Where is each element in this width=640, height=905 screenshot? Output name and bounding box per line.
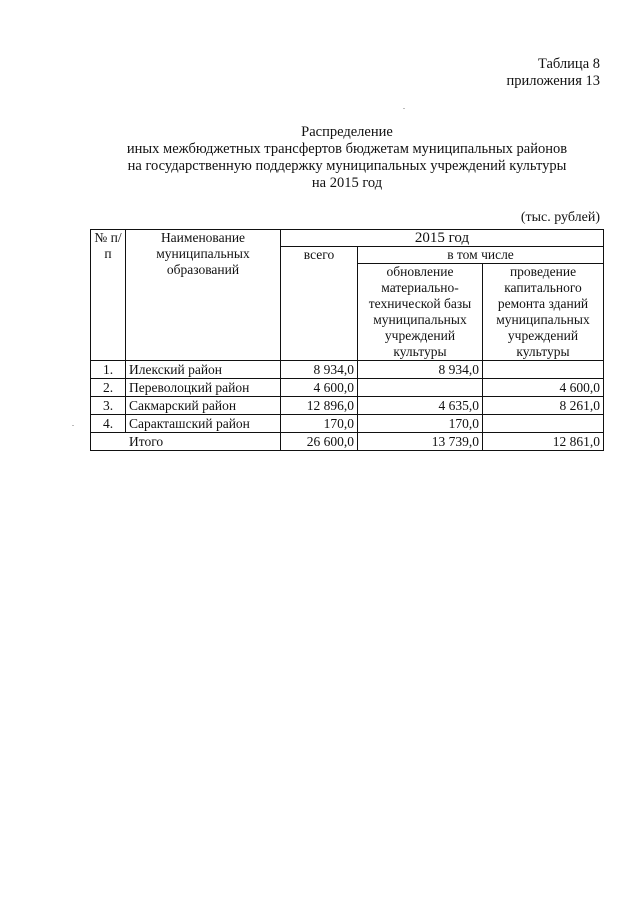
row-number: 2. [91, 379, 126, 397]
header-repair: проведение капитального ремонта зданий муниципальных учреждений культуры [483, 264, 604, 361]
title-line-2: иных межбюджетных трансфертов бюджетам муниципальных районов [126, 141, 568, 157]
amount-update: 8 934,0 [358, 361, 483, 379]
table-row [91, 361, 604, 379]
amount-update: 4 635,0 [358, 397, 483, 415]
amount-total: 8 934,0 [281, 361, 358, 379]
title-line-3: на государственную поддержку муниципальных учреждений культуры [127, 158, 567, 174]
header-num: № п/п [91, 230, 126, 361]
scan-speck [403, 108, 405, 109]
row-number: 3. [91, 397, 126, 415]
amount-repair [483, 361, 604, 379]
amount-total: 12 896,0 [281, 397, 358, 415]
appendix-number-label: приложения 13 [506, 73, 600, 89]
row-number: 4. [91, 415, 126, 433]
total-repair: 12 861,0 [483, 433, 604, 451]
header-including: в том числе [358, 247, 604, 264]
header-name: Наименование муниципальных образований [126, 230, 281, 361]
amount-total: 170,0 [281, 415, 358, 433]
header-row-1 [91, 230, 604, 247]
total-row [91, 433, 604, 451]
row-number: 1. [91, 361, 126, 379]
amount-update [358, 379, 483, 397]
appendix-reference [507, 56, 600, 90]
table-row [91, 397, 604, 415]
amount-repair: 8 261,0 [483, 397, 604, 415]
amount-update: 170,0 [358, 415, 483, 433]
total-amount: 26 600,0 [281, 433, 358, 451]
district-name: Переволоцкий район [126, 379, 281, 397]
title-line-4: на 2015 год [311, 175, 383, 191]
amount-repair [483, 415, 604, 433]
district-name: Сакмарский район [126, 397, 281, 415]
table-row [91, 415, 604, 433]
title-line-1: Распределение [301, 124, 393, 140]
header-total: всего [281, 247, 358, 361]
table-row [91, 379, 604, 397]
header-year: 2015 год [281, 230, 604, 247]
document-title [60, 124, 634, 192]
header-update: обновление материально-технической базы муниципальных учреждений культуры [358, 264, 483, 361]
table-number-label: Таблица 8 [537, 56, 600, 72]
units-note: (тыс. рублей) [520, 210, 600, 225]
distribution-table [90, 229, 604, 451]
district-name: Саракташский район [126, 415, 281, 433]
amount-total: 4 600,0 [281, 379, 358, 397]
amount-repair: 4 600,0 [483, 379, 604, 397]
district-name: Илекский район [126, 361, 281, 379]
total-label: Итого [91, 433, 281, 451]
scan-speck [72, 425, 74, 426]
total-update: 13 739,0 [358, 433, 483, 451]
